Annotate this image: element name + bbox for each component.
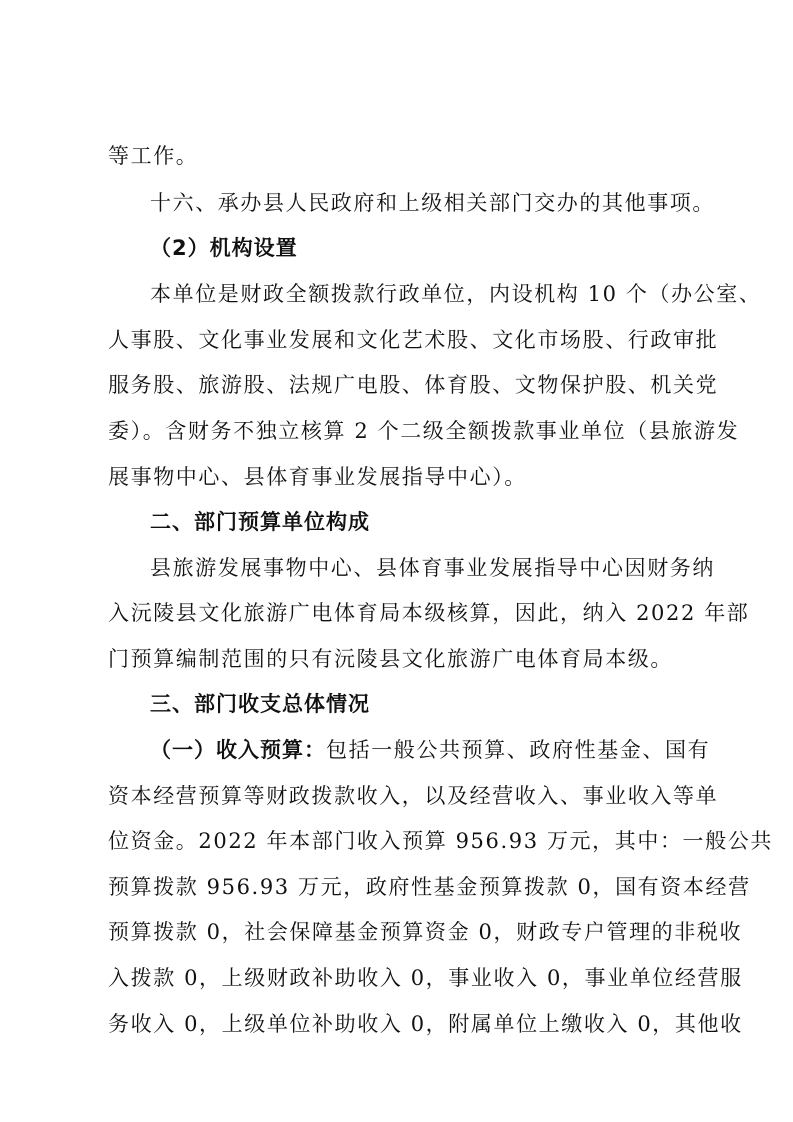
paragraph-line: 服务股、旅游股、法规广电股、体育股、文物保护股、机关党: [108, 373, 719, 397]
section-heading: （2）机构设置: [150, 236, 298, 260]
paragraph-line: 十六、承办县人民政府和上级相关部门交办的其他事项。: [150, 191, 715, 215]
paragraph-line: 门预算编制范围的只有沅陵县文化旅游广电体育局本级。: [108, 647, 673, 671]
section-heading: 三、部门收支总体情况: [150, 692, 370, 716]
paragraph-line: 本单位是财政全额拨款行政单位，内设机构 10 个（办公室、: [150, 282, 762, 306]
paragraph-line: [150, 735, 710, 765]
inline-heading: （一）收入预算：: [150, 738, 326, 762]
paragraph-line: 资本经营预算等财政拨款收入，以及经营收入、事业收入等单: [108, 784, 719, 808]
paragraph-line: 入拨款 0，上级财政补助收入 0，事业收入 0，事业单位经营服: [108, 966, 743, 990]
paragraph-line: 务收入 0，上级单位补助收入 0，附属单位上缴收入 0，其他收: [108, 1012, 743, 1036]
paragraph-line: 展事物中心、县体育事业发展指导中心）。: [108, 465, 527, 489]
paragraph-line: 入沅陵县文化旅游广电体育局本级核算，因此，纳入 2022 年部: [108, 601, 750, 625]
paragraph-text: 包括一般公共预算、政府性基金、国有: [326, 738, 711, 762]
section-heading: 二、部门预算单位构成: [150, 510, 370, 534]
paragraph-line: 预算拨款 0，社会保障基金预算资金 0，财政专户管理的非税收: [108, 920, 743, 944]
paragraph-line: 位资金。2022 年本部门收入预算 956.93 万元，其中：一般公共: [108, 829, 773, 853]
paragraph-line: 委）。含财务不独立核算 2 个二级全额拨款事业单位（县旅游发: [108, 419, 740, 443]
paragraph-line: 人事股、文化事业发展和文化艺术股、文化市场股、行政审批: [108, 328, 719, 352]
paragraph-line: 等工作。: [108, 144, 199, 168]
paragraph-line: 县旅游发展事物中心、县体育事业发展指导中心因财务纳: [150, 556, 715, 580]
paragraph-line: 预算拨款 956.93 万元，政府性基金预算拨款 0，国有资本经营: [108, 875, 751, 899]
